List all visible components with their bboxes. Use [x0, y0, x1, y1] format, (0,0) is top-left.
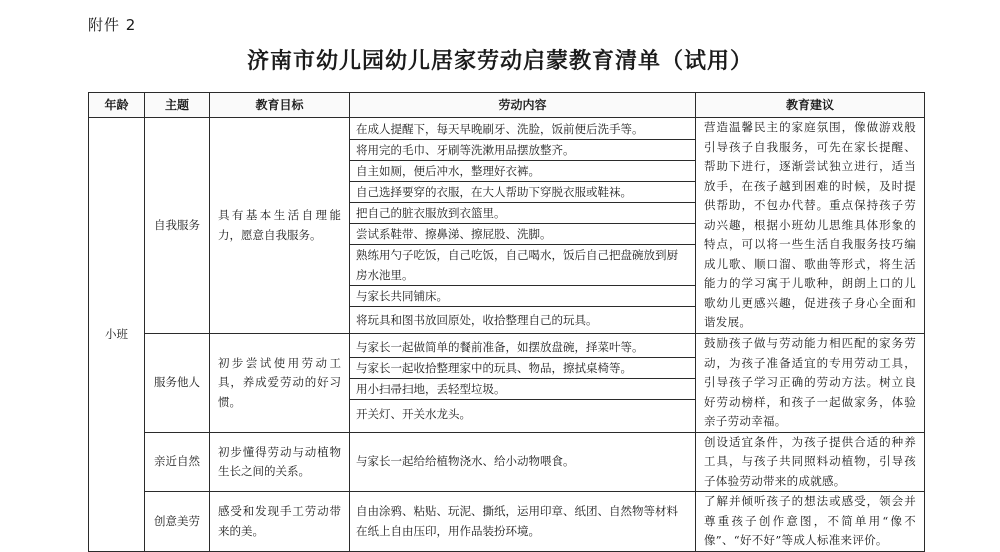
- task-item: 尝试系鞋带、擦鼻涕、擦屁股、洗脚。: [350, 224, 695, 245]
- header-age: 年龄: [89, 93, 145, 118]
- header-advice: 教育建议: [696, 93, 925, 118]
- theme-cell: 服务他人: [145, 334, 210, 433]
- header-tasks: 劳动内容: [350, 93, 696, 118]
- task-item: 自己选择要穿的衣服，在大人帮助下穿脱衣服或鞋袜。: [350, 182, 695, 203]
- goal-cell: 初步尝试使用劳动工具，养成爱劳动的好习惯。: [210, 334, 350, 433]
- document-title: 济南市幼儿园幼儿居家劳动启蒙教育清单（试用）: [246, 49, 753, 74]
- theme-cell: 创意美劳: [145, 492, 210, 552]
- task-item: 自由涂鸦、粘贴、玩泥、撕纸，运用印章、纸团、自然物等材料在纸上自由压印，用作品装扮环境。: [356, 504, 678, 538]
- theme-cell: 自我服务: [145, 118, 210, 334]
- attachment-label: 附件 2: [88, 16, 137, 34]
- goal-cell: 具有基本生活自理能力，愿意自我服务。: [210, 118, 350, 334]
- task-item: 将玩具和图书放回原处，收拾整理自己的玩具。: [356, 312, 598, 327]
- task-item: 用小扫帚扫地，丢轻型垃圾。: [350, 379, 695, 400]
- task-item: 将用完的毛巾、牙刷等洗漱用品摆放整齐。: [350, 140, 695, 161]
- task-item: 与家长一起给给植物浇水、给小动物喂食。: [356, 454, 575, 469]
- task-item: 开关灯、开关水龙头。: [356, 407, 471, 422]
- labor-education-table: [88, 92, 925, 552]
- theme-cell: 亲近自然: [145, 432, 210, 492]
- table-row: [89, 492, 925, 552]
- advice-cell: 了解并倾听孩子的想法或感受，领会并尊重孩子创作意图，不简单用“像不像”、“好不好”等成人标准来评价。: [696, 492, 925, 552]
- task-item: 与家长一起做简单的餐前准备，如摆放盘碗，择菜叶等。: [350, 337, 695, 358]
- table-row: [89, 334, 925, 433]
- task-item: 与家长一起收拾整理家中的玩具、物品，擦拭桌椅等。: [350, 358, 695, 379]
- header-theme: 主题: [145, 93, 210, 118]
- age-cell: 小班: [89, 118, 145, 552]
- table-header-row: [89, 93, 925, 118]
- task-item: 把自己的脏衣服放到衣篮里。: [350, 203, 695, 224]
- tasks-cell: [350, 334, 696, 433]
- tasks-cell: [350, 118, 696, 334]
- task-item: 自主如厕，便后冲水，整理好衣裤。: [350, 161, 695, 182]
- header-goal: 教育目标: [210, 93, 350, 118]
- task-item: 熟练用勺子吃饭，自己吃饭，自己喝水，饭后自己把盘碗放到厨房水池里。: [350, 245, 695, 286]
- advice-cell: 创设适宜条件，为孩子提供合适的种养工具，与孩子共同照料动植物，引导孩子体验劳动带来的成就感。: [696, 432, 925, 492]
- table-row: [89, 118, 925, 334]
- advice-cell: 鼓励孩子做与劳动能力相匹配的家务劳动，为孩子准备适宜的专用劳动工具，引导孩子学习正确的劳动方法。树立良好劳动榜样，和孩子一起做家务，体验亲子劳动幸福。: [696, 334, 925, 433]
- task-item: 与家长共同铺床。: [350, 286, 695, 307]
- task-item: 在成人提醒下，每天早晚刷牙、洗脸，饭前便后洗手等。: [350, 119, 695, 140]
- advice-cell: 营造温馨民主的家庭氛围，像做游戏般引导孩子自我服务，可先在家长提醒、帮助下进行，逐渐尝试独立进行，适当放手，在孩子越到困难的时候，及时提供帮助，不包办代替。重点保持孩子劳动兴趣，根据小班幼儿思维具体形象的特点，可以将一些生活自我服务技巧编成儿歌、顺口溜、歌曲等形式，将生活能力的学习寓于儿歌种，朗朗上口的儿歌幼儿更感兴趣，促进孩子身心全面和谐发展。: [696, 118, 925, 334]
- tasks-cell: [350, 492, 696, 552]
- table-row: [89, 432, 925, 492]
- tasks-cell: [350, 432, 696, 492]
- goal-cell: 感受和发现手工劳动带来的美。: [210, 492, 350, 552]
- goal-cell: 初步懂得劳动与动植物生长之间的关系。: [210, 432, 350, 492]
